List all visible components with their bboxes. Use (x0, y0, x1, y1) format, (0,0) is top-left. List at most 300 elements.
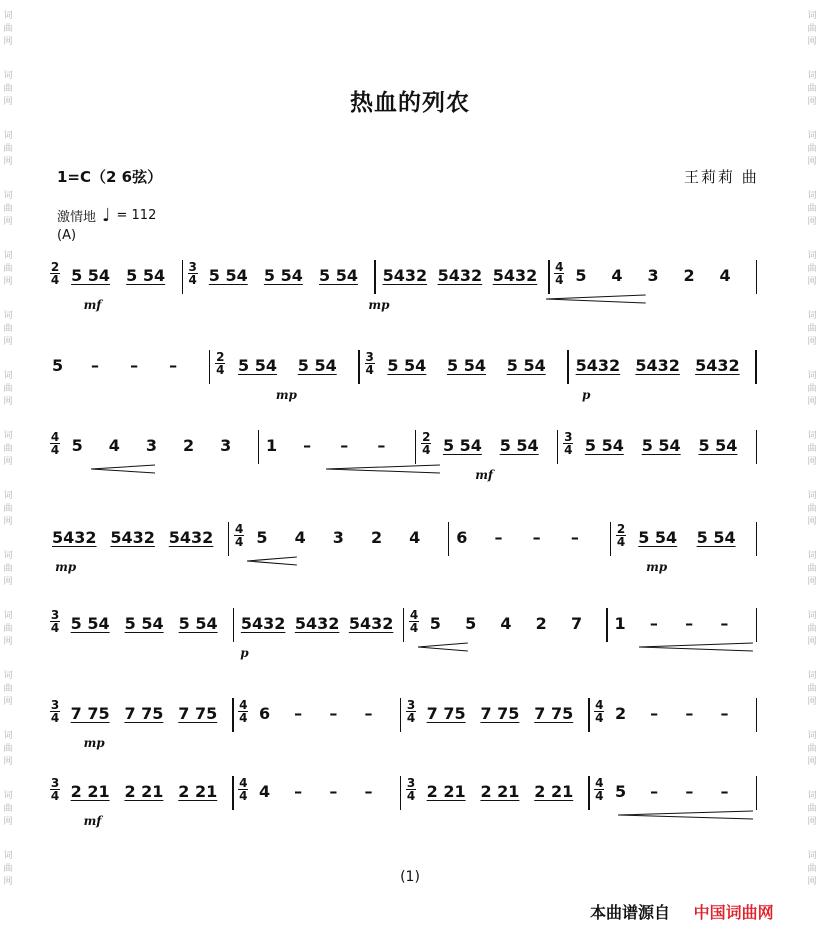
time-signature-denominator: 4 (595, 789, 604, 803)
watermark-char: 曲 (3, 324, 13, 334)
time-signature-denominator: 4 (239, 789, 248, 803)
bar-line (567, 350, 569, 384)
watermark-group (3, 130, 12, 180)
bar-line (610, 522, 612, 556)
note-group: 5432 (635, 356, 680, 375)
time-signature (50, 609, 60, 634)
bar-line (415, 430, 417, 464)
watermark-char: 词 (807, 431, 817, 441)
note-group: 5432 (168, 528, 214, 547)
watermark-char: 曲 (807, 24, 817, 34)
watermark-char: 词 (3, 11, 13, 21)
time-signature (421, 431, 431, 456)
time-signature-denominator: 4 (409, 621, 419, 635)
time-signature-numerator: 4 (595, 698, 604, 712)
bar-line (182, 260, 184, 294)
bar-line (756, 776, 758, 810)
note-group: 5 54 (499, 436, 539, 455)
time-signature (238, 777, 248, 802)
watermark-char: 网 (3, 577, 13, 587)
note-group: – (294, 704, 303, 723)
note-group: – (570, 528, 579, 547)
time-signature-numerator: 4 (409, 608, 419, 622)
time-signature (554, 261, 564, 286)
bar-line (756, 260, 758, 294)
watermark-char: 网 (3, 877, 13, 887)
note-group: 5 54 (447, 356, 486, 375)
watermark-char: 词 (807, 11, 817, 21)
time-signature-denominator: 4 (555, 273, 564, 287)
watermark-char: 网 (3, 757, 13, 767)
note-group: 7 75 (480, 704, 520, 723)
note-group: 2 21 (70, 782, 110, 801)
watermark-char: 网 (3, 697, 13, 707)
watermark-group (807, 550, 816, 600)
time-signature-denominator: 4 (422, 443, 431, 457)
staff-row (48, 250, 772, 330)
time-signature (406, 699, 416, 724)
watermark-group (3, 670, 12, 720)
note-group: 5 54 (319, 266, 358, 285)
note-group: 5 54 (263, 266, 303, 285)
watermark-char: 词 (3, 551, 13, 561)
note-group: – (377, 436, 386, 455)
watermark-char: 曲 (3, 24, 13, 34)
time-signature-denominator: 4 (50, 621, 60, 635)
note-group: – (649, 614, 658, 633)
watermark-char: 词 (3, 371, 13, 381)
note-group: 2 21 (534, 782, 574, 801)
time-signature-numerator: 4 (595, 776, 604, 790)
time-signature-numerator: 4 (50, 430, 60, 444)
staff-row (48, 512, 772, 592)
note-group: 2 (535, 614, 547, 633)
dynamic-marking: mp (55, 560, 77, 574)
note-group: 5 54 (641, 436, 681, 455)
note-group: 4 (719, 266, 731, 285)
staff-row (48, 598, 772, 678)
note-group: 7 75 (124, 704, 164, 723)
dynamic-marking: mp (646, 560, 668, 574)
note-group: – (685, 614, 694, 633)
watermark-char: 网 (807, 517, 817, 527)
dynamic-marking: mf (83, 814, 102, 828)
note-group: 1 (266, 436, 278, 455)
note-group: 5 54 (70, 614, 110, 633)
note-group: 5 54 (126, 266, 166, 285)
note-group: 5 (614, 782, 627, 801)
watermark-char: 曲 (807, 84, 817, 94)
source-label: 本曲谱源自 (590, 903, 671, 922)
note-group: – (329, 782, 338, 801)
bar-line (403, 608, 405, 642)
time-signature-numerator: 3 (365, 350, 374, 364)
note-group: 5 54 (387, 356, 427, 375)
note-group: 2 (183, 436, 195, 455)
bar-line (400, 698, 402, 732)
time-signature-numerator: 4 (555, 260, 564, 274)
watermark-group (807, 790, 816, 840)
left-watermark-strip (0, 0, 16, 948)
section-label: (A) (57, 228, 77, 243)
watermark-char: 曲 (3, 564, 13, 574)
watermark-group (807, 10, 816, 60)
note-group: 5 54 (208, 266, 248, 285)
bar-line (588, 698, 590, 732)
watermark-group (807, 490, 816, 540)
note-group: 4 (611, 266, 623, 285)
watermark-char: 网 (3, 37, 13, 47)
note-group: 3 (220, 436, 232, 455)
time-signature-denominator: 4 (595, 711, 604, 725)
note-group: 5 (256, 528, 268, 547)
note-group: 5432 (575, 356, 621, 375)
note-group: 4 (108, 436, 120, 455)
note-group: 1 (614, 614, 626, 633)
note-group: 5 54 (238, 356, 277, 375)
watermark-char: 词 (3, 251, 13, 261)
watermark-group (3, 490, 12, 540)
watermark-group (807, 190, 816, 240)
watermark-char: 词 (807, 851, 817, 861)
time-signature (50, 777, 60, 802)
watermark-char: 词 (3, 671, 13, 681)
note-group: 5 (52, 356, 64, 375)
note-group: 5 54 (638, 528, 678, 547)
watermark-group (807, 310, 816, 360)
time-signature-numerator: 2 (50, 260, 60, 274)
watermark-group (3, 550, 12, 600)
note-group: – (364, 782, 373, 801)
watermark-char: 词 (3, 131, 13, 141)
watermark-char: 网 (807, 577, 817, 587)
note-group: 4 (500, 614, 512, 633)
watermark-group (3, 190, 12, 240)
time-signature-denominator: 4 (564, 443, 573, 457)
hairpin-icon (418, 642, 468, 652)
source-site-link[interactable]: 中国词曲网 (693, 903, 774, 922)
note-group: 7 75 (178, 704, 218, 723)
time-signature-numerator: 3 (406, 776, 416, 790)
watermark-group (3, 370, 12, 420)
watermark-char: 曲 (3, 624, 13, 634)
watermark-char: 曲 (807, 444, 817, 454)
watermark-group (3, 610, 12, 660)
watermark-char: 网 (3, 397, 13, 407)
time-signature (616, 523, 626, 548)
bar-line (374, 260, 376, 294)
score-title: 热血的列农 (350, 89, 470, 116)
note-group: – (494, 528, 503, 547)
watermark-char: 词 (3, 611, 13, 621)
watermark-group (807, 670, 816, 720)
watermark-char: 网 (3, 157, 13, 167)
time-signature (406, 777, 416, 802)
note-group: 2 21 (480, 782, 520, 801)
watermark-char: 曲 (807, 324, 817, 334)
note-group: 5432 (348, 614, 394, 633)
time-signature (238, 699, 248, 724)
bar-line (756, 522, 758, 556)
watermark-char: 曲 (807, 144, 817, 154)
time-signature-denominator: 4 (239, 711, 248, 725)
time-signature-numerator: 4 (239, 776, 248, 790)
watermark-char: 曲 (3, 684, 13, 694)
hairpin-icon (639, 642, 753, 652)
bar-line (606, 608, 608, 642)
note-group: 3 (332, 528, 344, 547)
note-group: 5 54 (584, 436, 624, 455)
note-group: 7 75 (70, 704, 110, 723)
hairpin-icon (247, 556, 297, 566)
watermark-char: 网 (807, 277, 817, 287)
note-group: – (720, 704, 729, 723)
watermark-char: 曲 (3, 804, 13, 814)
watermark-char: 曲 (3, 204, 13, 214)
note-group: – (91, 356, 100, 375)
note-group: 4 (294, 528, 306, 547)
watermark-char: 词 (3, 431, 13, 441)
bar-line (358, 350, 360, 384)
watermark-char: 词 (807, 191, 817, 201)
note-group: 4 (409, 528, 421, 547)
watermark-char: 曲 (807, 864, 817, 874)
time-signature-numerator: 2 (422, 430, 431, 444)
note-group: 5432 (492, 266, 538, 285)
note-group: 7 (570, 614, 583, 633)
note-group: 6 (258, 704, 271, 723)
time-signature (594, 777, 604, 802)
time-signature (50, 699, 60, 724)
dynamic-marking: p (240, 646, 249, 660)
watermark-group (807, 370, 816, 420)
time-signature (594, 699, 604, 724)
bar-line (232, 698, 234, 732)
bar-line (588, 776, 590, 810)
note-group: 5432 (294, 614, 340, 633)
watermark-char: 网 (807, 697, 817, 707)
note-group: – (364, 704, 373, 723)
note-group: 5 54 (696, 528, 736, 547)
time-signature (188, 261, 198, 286)
watermark-char: 词 (807, 731, 817, 741)
time-signature-denominator: 4 (234, 535, 244, 549)
watermark-char: 网 (3, 517, 13, 527)
hairpin-icon (546, 294, 646, 304)
dynamic-marking: p (582, 388, 591, 402)
watermark-char: 词 (3, 491, 13, 501)
watermark-group (807, 250, 816, 300)
watermark-char: 词 (3, 191, 13, 201)
note-group: – (685, 782, 694, 801)
time-signature (234, 523, 244, 548)
time-signature-denominator: 4 (365, 363, 374, 377)
watermark-char: 网 (807, 217, 817, 227)
watermark-group (807, 730, 816, 780)
watermark-char: 网 (807, 757, 817, 767)
watermark-group (3, 250, 12, 300)
watermark-group (3, 310, 12, 360)
watermark-char: 网 (3, 817, 13, 827)
hairpin-icon (618, 810, 753, 820)
note-group: 5432 (382, 266, 428, 285)
hairpin-icon (91, 464, 155, 474)
note-group: – (294, 782, 303, 801)
watermark-char: 曲 (807, 384, 817, 394)
dynamic-marking: mp (275, 388, 297, 402)
note-group: 2 21 (178, 782, 218, 801)
watermark-char: 曲 (3, 864, 13, 874)
note-group: 5432 (110, 528, 155, 547)
note-group: 5 54 (442, 436, 482, 455)
watermark-group (3, 730, 12, 780)
page-number: (1) (400, 869, 420, 885)
watermark-char: 曲 (807, 624, 817, 634)
note-group: – (720, 614, 729, 633)
bar-line (756, 608, 758, 642)
watermark-char: 网 (807, 637, 817, 647)
note-group: – (340, 436, 349, 455)
watermark-char: 词 (807, 71, 817, 81)
note-group: 5 (575, 266, 587, 285)
time-signature-denominator: 4 (50, 443, 60, 457)
hairpin-icon (326, 464, 440, 474)
watermark-char: 曲 (807, 684, 817, 694)
tempo-expression: 激情地 (57, 210, 97, 225)
note-group: 2 21 (124, 782, 164, 801)
right-watermark-strip (804, 0, 820, 948)
watermark-char: 网 (807, 817, 817, 827)
watermark-char: 网 (3, 457, 13, 467)
note-group: 7 75 (426, 704, 466, 723)
time-signature-numerator: 3 (188, 260, 197, 274)
watermark-group (3, 790, 12, 840)
staff-row (48, 766, 772, 846)
watermark-group (807, 610, 816, 660)
watermark-char: 曲 (807, 564, 817, 574)
watermark-char: 网 (3, 277, 13, 287)
note-group: – (650, 782, 659, 801)
watermark-char: 曲 (3, 384, 13, 394)
watermark-char: 曲 (807, 804, 817, 814)
time-signature-denominator: 4 (616, 535, 626, 549)
time-signature-numerator: 3 (564, 430, 573, 444)
time-signature (365, 351, 375, 376)
time-signature-denominator: 4 (406, 789, 416, 803)
note-group: 5 54 (506, 356, 546, 375)
watermark-char: 词 (807, 131, 817, 141)
watermark-char: 曲 (807, 264, 817, 274)
quarter-note-icon: ♩ (102, 204, 111, 226)
watermark-char: 网 (807, 37, 817, 47)
watermark-char: 曲 (3, 84, 13, 94)
time-signature-numerator: 3 (50, 608, 60, 622)
watermark-char: 词 (807, 791, 817, 801)
time-signature (563, 431, 573, 456)
watermark-char: 网 (807, 457, 817, 467)
watermark-char: 网 (807, 397, 817, 407)
dynamic-marking: mf (475, 468, 494, 482)
note-group: 6 (456, 528, 468, 547)
note-group: – (169, 356, 178, 375)
time-signature-denominator: 4 (50, 711, 60, 725)
note-group: 5432 (52, 528, 97, 547)
watermark-char: 词 (807, 611, 817, 621)
time-signature-numerator: 2 (216, 350, 225, 364)
watermark-char: 曲 (3, 264, 13, 274)
time-signature-numerator: 3 (50, 776, 60, 790)
time-signature (215, 351, 225, 376)
note-group: – (532, 528, 541, 547)
time-signature-numerator: 4 (234, 522, 244, 536)
note-group: – (650, 704, 659, 723)
staff-row (48, 420, 772, 500)
watermark-char: 网 (807, 877, 817, 887)
bar-line (756, 430, 758, 464)
note-group: – (303, 436, 312, 455)
time-signature-numerator: 2 (616, 522, 626, 536)
watermark-group (3, 430, 12, 480)
note-group: 5432 (437, 266, 483, 285)
bar-line (548, 260, 550, 294)
watermark-char: 网 (807, 97, 817, 107)
bar-line (258, 430, 260, 464)
dynamic-marking: mp (83, 736, 105, 750)
watermark-char: 词 (807, 311, 817, 321)
note-group: 2 (370, 528, 383, 547)
note-group: 5 (465, 614, 477, 633)
time-signature-denominator: 4 (188, 273, 197, 287)
watermark-char: 词 (807, 251, 817, 261)
composer-credit: 王莉莉 曲 (684, 168, 759, 186)
watermark-char: 网 (3, 337, 13, 347)
watermark-char: 词 (3, 851, 13, 861)
watermark-char: 曲 (3, 444, 13, 454)
note-group: 5 54 (297, 356, 337, 375)
note-group: 3 (145, 436, 158, 455)
watermark-char: 网 (3, 97, 13, 107)
watermark-group (3, 10, 12, 60)
watermark-char: 词 (807, 491, 817, 501)
note-group: – (720, 782, 729, 801)
bar-line (209, 350, 211, 384)
watermark-char: 网 (807, 157, 817, 167)
watermark-char: 词 (3, 731, 13, 741)
bar-line (400, 776, 402, 810)
bar-line (755, 350, 757, 384)
note-group: 5 54 (71, 266, 111, 285)
watermark-char: 曲 (807, 204, 817, 214)
time-signature (409, 609, 419, 634)
watermark-char: 曲 (807, 744, 817, 754)
note-group: 5 54 (124, 614, 164, 633)
watermark-char: 曲 (807, 504, 817, 514)
staff-row (48, 340, 772, 420)
watermark-group (807, 430, 816, 480)
dynamic-marking: mp (368, 298, 390, 312)
note-group: 7 75 (534, 704, 574, 723)
note-group: 2 21 (426, 782, 466, 801)
watermark-char: 网 (3, 217, 13, 227)
note-group: 5432 (240, 614, 286, 633)
bar-line (557, 430, 559, 464)
bar-line (233, 608, 235, 642)
note-group: – (130, 356, 139, 375)
watermark-char: 网 (807, 337, 817, 347)
time-signature-numerator: 4 (239, 698, 248, 712)
tempo-marking (57, 206, 156, 225)
note-group: 2 (614, 704, 627, 723)
